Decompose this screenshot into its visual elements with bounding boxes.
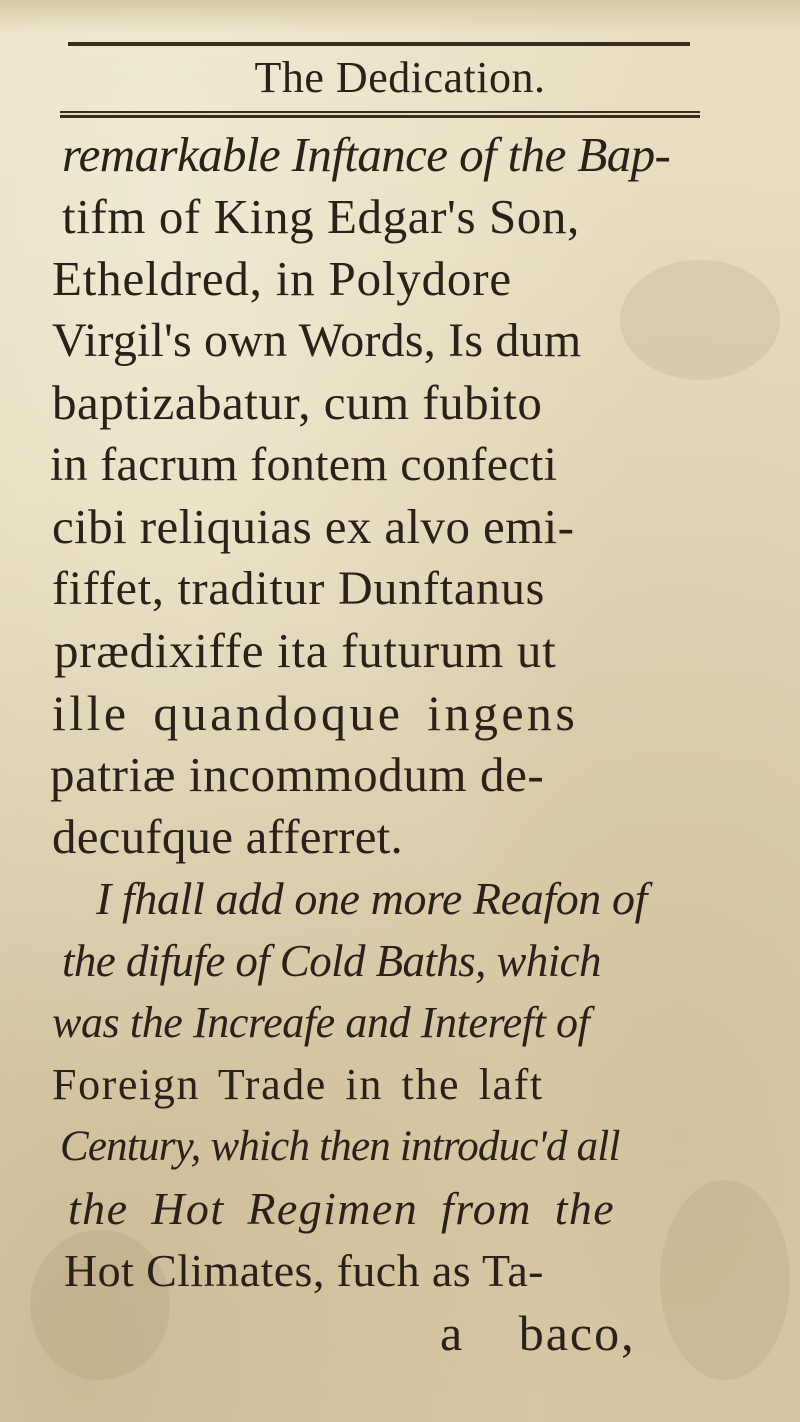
text-line-8: fiffet, traditur Dunftanus — [52, 562, 546, 615]
running-head: The Dedication. — [254, 53, 546, 102]
paper-stain — [620, 260, 780, 380]
text-line-17: Century, which then introduc'd all — [60, 1123, 620, 1170]
header-rule-bottom — [60, 111, 700, 118]
text-line-2: tifm of King Edgar's Son, — [62, 189, 580, 244]
text-line-4: Virgil's own Words, Is dum — [52, 314, 582, 367]
text-line-20: a baco, — [440, 1305, 636, 1361]
text-line-16: Foreign Trade in the laft — [52, 1060, 544, 1109]
page-top-edge — [0, 0, 800, 34]
text-line-11: patriæ incommodum de- — [50, 747, 545, 802]
text-line-13: I fhall add one more Reafon of — [96, 873, 647, 924]
text-line-5: baptizabatur, cum fubito — [52, 375, 543, 430]
header-rule-top — [68, 42, 690, 46]
text-line-10: ille quandoque ingens — [52, 685, 579, 741]
text-line-7: cibi reliquias ex alvo emi- — [52, 499, 575, 554]
text-line-12: decufque afferret. — [52, 809, 403, 864]
paper-stain — [660, 1180, 790, 1380]
text-line-15: was the Increafe and Intereft of — [52, 998, 590, 1047]
text-line-9: prædixiffe ita futurum ut — [54, 623, 557, 678]
text-line-1: remarkable Inftance of the Bap- — [62, 127, 671, 182]
text-line-3: Etheldred, in Polydore — [52, 251, 512, 306]
text-line-6: in facrum fontem confecti — [50, 438, 558, 491]
text-line-14: the difufe of Cold Baths, which — [62, 936, 601, 986]
text-line-19: Hot Climates, fuch as Ta- — [64, 1245, 544, 1296]
text-line-18: the Hot Regimen from the — [68, 1183, 616, 1234]
